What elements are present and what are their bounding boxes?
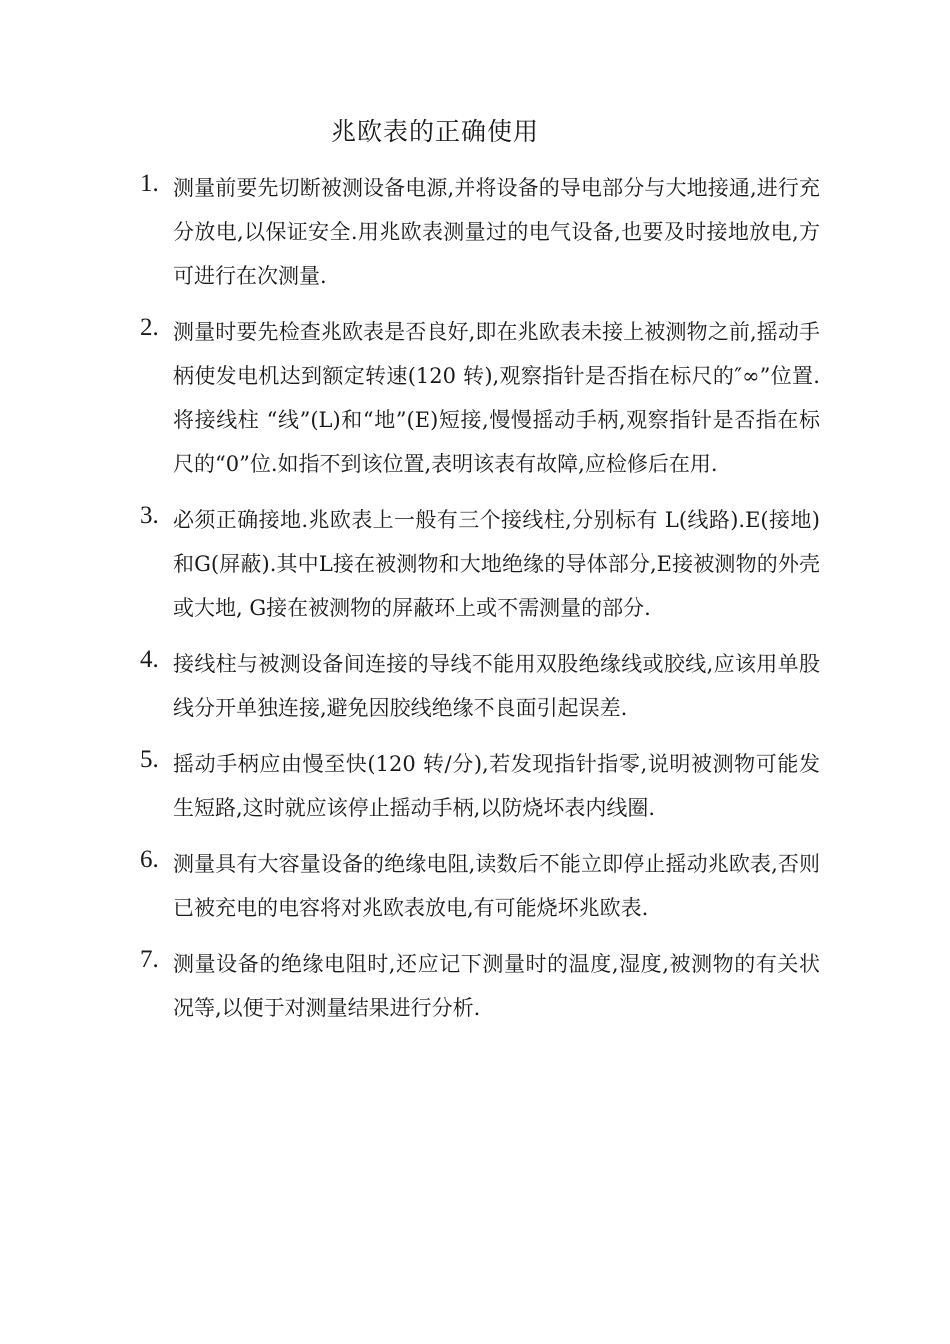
item-number: 6.	[140, 846, 159, 873]
item-number: 3.	[140, 502, 159, 529]
list-item	[140, 642, 820, 730]
item-number: 1.	[140, 170, 159, 197]
list-item	[140, 842, 820, 930]
list-item	[140, 742, 820, 830]
item-number: 7.	[140, 946, 159, 973]
item-text: 测量设备的绝缘电阻时,还应记下测量时的温度,湿度,被测物的有关状况等,以便于对测量结果进行分析.	[173, 952, 820, 1020]
item-number: 4.	[140, 646, 159, 673]
item-text: 测量时要先检查兆欧表是否良好,即在兆欧表未接上被测物之前,摇动手柄使发电机达到额定转速(120 转),观察指针是否指在标尺的″∞”位置.将接线柱 “线”(L)和“地”(E)短接,慢慢摇动手柄,观察指针是否指在标尺的“0”位.如指不到该位置,表明该表有故障,应检修后在用.	[173, 320, 820, 476]
item-number: 2.	[140, 314, 159, 341]
document-title: 兆欧表的正确使用	[330, 117, 539, 146]
item-text: 接线柱与被测设备间连接的导线不能用双股绝缘线或胶线,应该用单股线分开单独连接,避免因胶线绝缘不良面引起误差.	[173, 652, 820, 720]
item-text: 摇动手柄应由慢至快(120 转/分),若发现指针指零,说明被测物可能发生短路,这时就应该停止摇动手柄,以防烧坏表内线圈.	[173, 752, 820, 820]
item-number: 5.	[140, 746, 159, 773]
instruction-list	[140, 166, 820, 1042]
list-item	[140, 942, 820, 1030]
item-text: 必须正确接地.兆欧表上一般有三个接线柱,分别标有 L(线路).E(接地) 和G(屏蔽).其中L接在被测物和大地绝缘的导体部分,E接被测物的外壳或大地, G接在被测物的屏蔽环上或不需测量的部分.	[173, 508, 820, 620]
item-text: 测量具有大容量设备的绝缘电阻,读数后不能立即停止摇动兆欧表,否则已被充电的电容将对兆欧表放电,有可能烧坏兆欧表.	[173, 852, 820, 920]
item-text: 测量前要先切断被测设备电源,并将设备的导电部分与大地接通,进行充分放电,以保证安全.用兆欧表测量过的电气设备,也要及时接地放电,方可进行在次测量.	[173, 176, 820, 288]
list-item	[140, 310, 820, 486]
list-item	[140, 166, 820, 298]
list-item	[140, 498, 820, 630]
